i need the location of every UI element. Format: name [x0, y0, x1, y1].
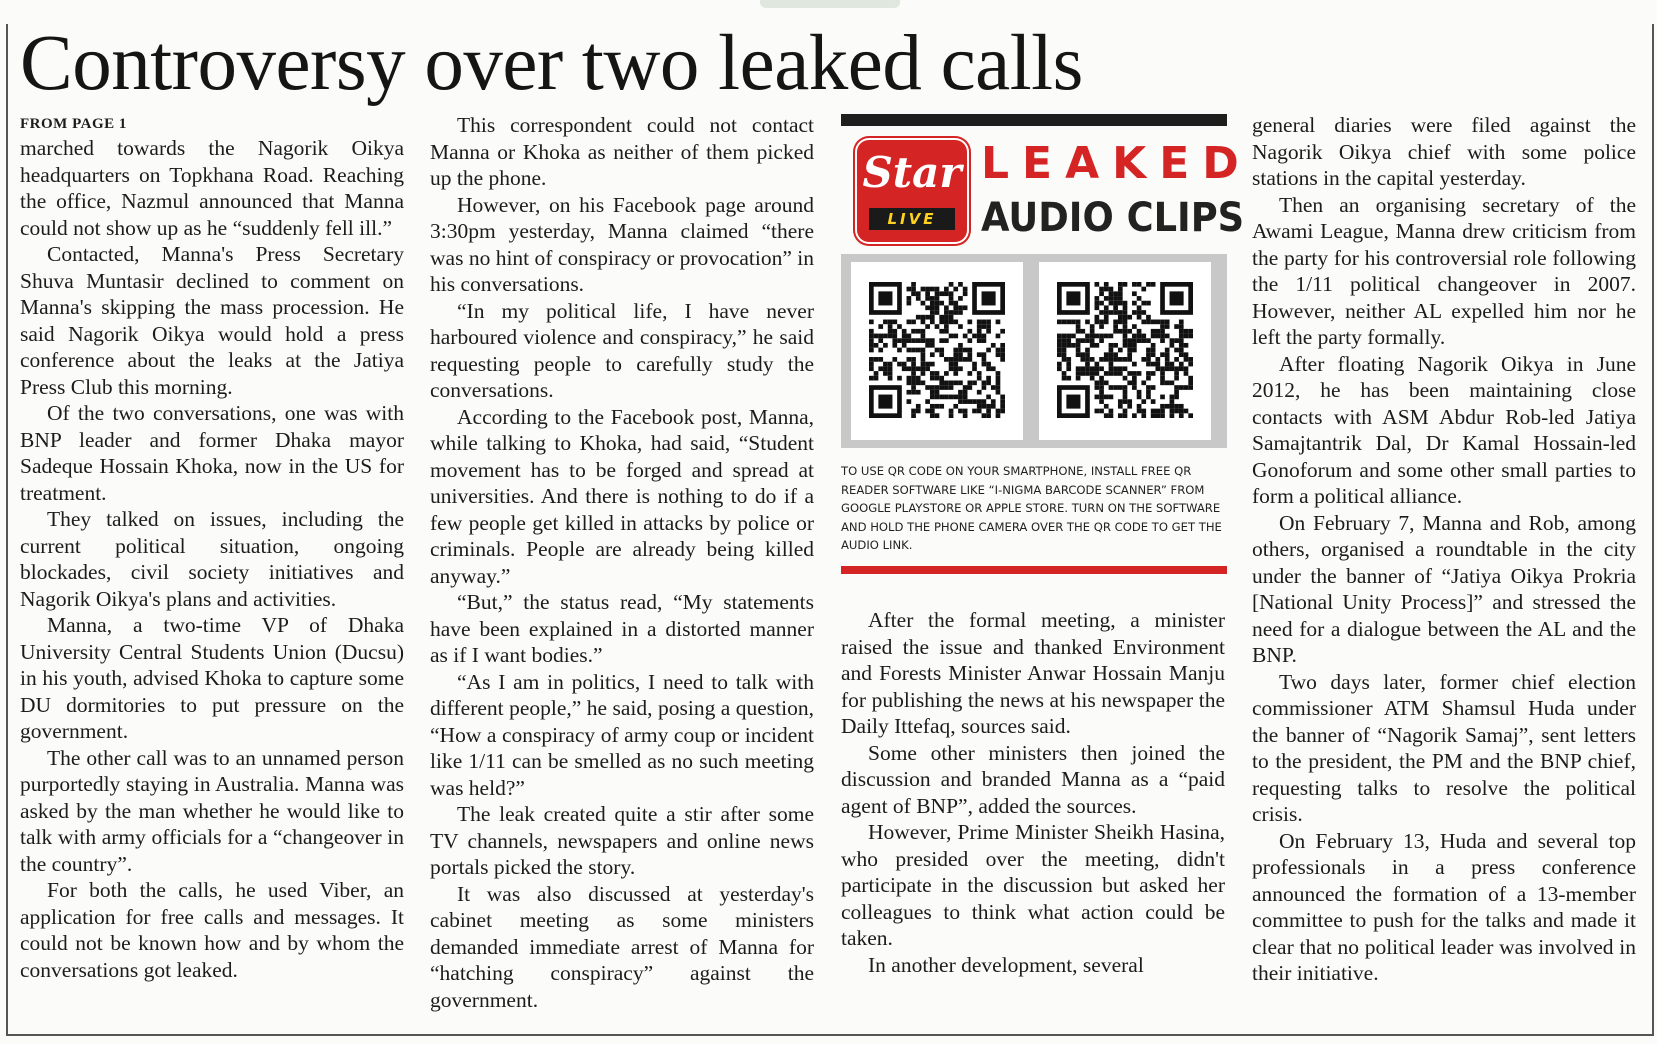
paragraph: According to the Facebook post, Manna, while talking to Khoka, had said, “Student movement has to be forged and spread at universities. And there is nothing to do if a few people get killed in attacks by police or criminals. People are already being killed anyway.”	[430, 404, 814, 588]
paragraph: However, on his Facebook page around 3:30pm yesterday, Manna claimed “there was no hint of conspiracy or provocation” in his conversations.	[430, 192, 814, 296]
paragraph: “But,” the status read, “My statements have been explained in a distorted manner as if I want bodies.”	[430, 590, 814, 667]
paragraph: Then an organising secretary of the Awami League, Manna drew criticism from the party for his controversial role following the 1/11 political changeover in 2007. However, neither AL expelled him nor he left the party formally.	[1252, 192, 1636, 349]
article-column-3	[841, 607, 1225, 978]
paragraph: marched towards the Nagorik Oikya headquarters on Topkhana Road. Reaching the office, Nazmul announced that Manna could not show up as he “suddenly fell ill.”	[20, 136, 404, 240]
paragraph: Of the two conversations, one was with BNP leader and former Dhaka mayor Sadeque Hossain Khoka, now in the US for treatment.	[20, 401, 404, 505]
paragraph: It was also discussed at yesterday's cabinet meeting as some ministers demanded immediate arrest of Manna for “hatching conspiracy” against the government.	[430, 881, 814, 1012]
promo-bottom-bar	[841, 566, 1227, 574]
promo-title-leaked: LEAKED	[981, 138, 1252, 189]
star-logo-word: Star	[862, 148, 962, 197]
live-logo-label: LIVE	[869, 208, 955, 230]
paragraph: After the formal meeting, a minister raised the issue and thanked Environment and Forests Minister Anwar Hossain Manju for publishing the news at his newspaper the Daily Ittefaq, sources said.	[841, 608, 1225, 738]
headline: Controversy over two leaked calls	[20, 20, 1083, 107]
promo-title-audio-clips: AUDIO CLIPS	[981, 195, 1245, 241]
qr-code-icon[interactable]	[869, 282, 1005, 418]
page-border-bottom	[6, 1034, 1654, 1036]
article-column-2	[430, 112, 814, 1013]
qr-code-card-1[interactable]	[851, 262, 1023, 440]
page-border-left	[6, 24, 8, 1034]
paragraph: “As I am in politics, I need to talk with different people,” he said, posing a question, “How a conspiracy of army coup or incident like 1/11 can be smelled as no such meeting was held?”	[430, 669, 814, 800]
paragraph: The other call was to an unnamed person purportedly staying in Australia. Manna was asked by the man whether he would like to talk with army officials for a “changeover in the country”.	[20, 745, 404, 876]
qr-code-icon[interactable]	[1057, 282, 1193, 418]
paragraph: Two days later, former chief election commissioner ATM Shamsul Huda under the banner of “Nagorik Samaj”, sent letters to the president, the PM and the BNP chief, requesting talks to resolve the political crisis.	[1252, 669, 1636, 826]
paragraph: Some other ministers then joined the discussion and branded Manna as a “paid agent of BNP”, added the sources.	[841, 740, 1225, 818]
paragraph: They talked on issues, including the current political situation, ongoing blockades, civil society initiatives and Nagorik Oikya's plans and activities.	[20, 507, 404, 611]
leaked-audio-promo-box	[841, 114, 1252, 574]
paragraph: On February 7, Manna and Rob, among others, organised a roundtable in the city under the banner of “Jatiya Oikya Prokria [National Unity Process]” and stressed the need for a dialogue between the AL and the BNP.	[1252, 510, 1636, 667]
paragraph: Manna, a two-time VP of Dhaka University Central Students Union (Ducsu) in his youth, advised Khoka to capture some DU dormitories to put pressure on the government.	[20, 613, 404, 743]
paragraph: This correspondent could not contact Manna or Khoka as neither of them picked up the phone.	[430, 113, 814, 190]
paragraph: Contacted, Manna's Press Secretary Shuva Muntasir declined to comment on Manna's skipping the mass procession. He said Nagorik Oikya would hold a press conference about the leaks at the Jatiya Press Club this morning.	[20, 242, 404, 399]
paragraph: For both the calls, he used Viber, an application for free calls and messages. It could not be known how and by whom the conversations got leaked.	[20, 878, 404, 982]
paragraph: “In my political life, I have never harboured violence and conspiracy,” he said requesting people to carefully study the conversations.	[430, 298, 814, 402]
article-column-1	[20, 112, 404, 983]
paragraph: After floating Nagorik Oikya in June 2012, he has been maintaining close contacts with ASM Abdur Rob-led Jatiya Samajtantrik Dal, Dr Kamal Hossain-led Gonoforum and some other small parties to form a political alliance.	[1252, 351, 1636, 508]
qr-code-panel	[841, 254, 1227, 448]
paragraph: However, Prime Minister Sheikh Hasina, who presided over the meeting, didn't participate in the discussion but asked her colleagues to think what action could be taken.	[841, 820, 1225, 950]
article-column-4	[1252, 112, 1636, 987]
qr-code-card-2[interactable]	[1039, 262, 1211, 440]
kicker-from-page: FROM PAGE 1	[20, 116, 127, 132]
paragraph: On February 13, Huda and several top professionals in a press conference announced the formation of a 13-member committee to push for the talks and made it clear that no political leader was involved in their initiative.	[1252, 828, 1636, 985]
paragraph: In another development, several	[868, 952, 1144, 977]
paragraph: general diaries were filed against the Nagorik Oikya chief with some police stations in the capital yesterday.	[1252, 113, 1636, 190]
star-live-logo	[857, 140, 967, 242]
paragraph: The leak created quite a stir after some TV channels, newspapers and online news portals picked the story.	[430, 802, 814, 879]
page-border-right	[1652, 24, 1654, 1034]
qr-instructions: TO USE QR CODE ON YOUR SMARTPHONE, INSTALL FREE QR READER SOFTWARE LIKE “I-NIGMA BARCODE SCANNER” FROM GOOGLE PLAYSTORE OR APPLE STORE. TURN ON THE SOFTWARE AND HOLD THE PHONE CAMERA OVER THE QR CODE TO GET THE AUDIO LINK.	[841, 464, 1222, 552]
promo-top-bar	[841, 114, 1227, 126]
top-edge-smudge	[760, 0, 900, 8]
